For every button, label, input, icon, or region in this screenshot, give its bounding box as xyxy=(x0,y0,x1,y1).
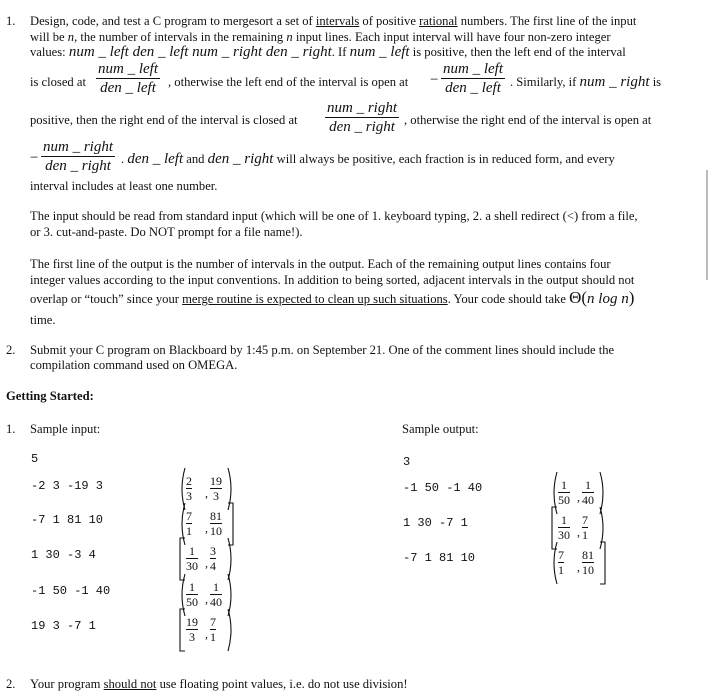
denominator: 3 xyxy=(186,489,192,503)
numerator: 1 xyxy=(558,513,570,528)
denominator: 30 xyxy=(558,528,570,542)
comma: , xyxy=(577,560,580,574)
right-endpoint-fraction xyxy=(210,615,216,644)
fraction-num-right-den-right xyxy=(325,99,399,136)
theta-symbol: Θ( xyxy=(569,288,588,307)
var-n: n xyxy=(67,30,75,44)
var-n: n xyxy=(286,30,293,44)
gs-number-1: 1. xyxy=(6,422,16,436)
input-line: 5 xyxy=(31,452,39,466)
item-number-1: 1. xyxy=(6,14,16,28)
left-endpoint-fraction xyxy=(186,509,192,538)
var-list: num _ left den _ left num _ right den _ right xyxy=(68,44,332,60)
gs-number-2: 2. xyxy=(6,677,16,691)
numerator: 1 xyxy=(186,580,198,595)
interval-output-3 xyxy=(550,540,608,586)
denominator: 30 xyxy=(186,559,198,573)
input-line: -1 50 -1 40 xyxy=(31,584,111,598)
text: . Similarly, if xyxy=(510,75,577,89)
right-endpoint-fraction xyxy=(210,544,216,573)
fraction-num-left-den-left-2 xyxy=(441,60,505,97)
fraction-num-right-den-right-2 xyxy=(41,138,115,175)
right-bracket xyxy=(600,542,605,584)
para3-line3 xyxy=(30,290,634,307)
denominator: 10 xyxy=(210,524,222,538)
comma: , xyxy=(205,627,208,641)
right-endpoint-fraction xyxy=(582,548,594,577)
denominator: 1 xyxy=(558,563,564,577)
text: use floating point values, i.e. do not use division! xyxy=(159,677,408,691)
para2-line2: or 3. cut-and-paste. Do NOT prompt for a file name!). xyxy=(30,225,303,239)
text: will always be positive, each fraction is in reduced form, and every xyxy=(276,152,615,166)
numerator: 2 xyxy=(186,474,192,488)
text: is closed at xyxy=(30,75,86,89)
text: , the number of intervals in the remaining xyxy=(74,30,284,44)
numerator: 7 xyxy=(210,615,216,629)
right-endpoint-fraction xyxy=(582,513,588,542)
input-line: -7 1 81 10 xyxy=(31,513,104,527)
var-den-right: den _ right xyxy=(207,151,274,167)
denominator: 40 xyxy=(582,493,594,507)
para2-line1: The input should be read from standard input (which will be one of 1. keyboard typing, 2. a shell redirect (<) from a file, xyxy=(30,209,638,223)
underlined-merge-routine: merge routine is expected to clean up such situations xyxy=(182,292,448,306)
text: is xyxy=(652,75,662,89)
para1-line7: interval includes at least one number. xyxy=(30,179,218,193)
comma: , xyxy=(577,490,580,504)
left-bracket xyxy=(180,609,185,651)
numerator: 19 xyxy=(210,474,222,488)
var-num-left: num _ left xyxy=(349,44,410,60)
text: is positive, then the left end of the interval xyxy=(412,45,626,59)
output-line: -7 1 81 10 xyxy=(403,551,476,565)
right-bracket xyxy=(228,609,231,651)
para3-line4: time. xyxy=(30,313,56,327)
text: numbers. The first line of the input xyxy=(460,14,637,28)
denominator: den _ right xyxy=(45,158,111,174)
denominator: 10 xyxy=(582,563,594,577)
text: . If xyxy=(331,45,347,59)
var-num-right: num _ right xyxy=(579,74,650,90)
paren-close: ) xyxy=(628,288,635,307)
item2-line2: compilation command used on OMEGA. xyxy=(30,358,238,372)
left-endpoint-fraction xyxy=(558,478,570,507)
underlined-should-not: should not xyxy=(103,677,157,691)
left-endpoint-fraction xyxy=(186,615,198,644)
numerator: 81 xyxy=(582,548,594,562)
denominator: 50 xyxy=(186,595,198,609)
text: and xyxy=(186,152,205,166)
denominator: 1 xyxy=(210,630,216,644)
output-line: 3 xyxy=(403,455,411,469)
fraction-num-left-den-left xyxy=(96,60,160,97)
numerator: num _ right xyxy=(43,139,114,155)
para3-line1: The first line of the output is the number of intervals in the output. Each of the remaining output lines contains four xyxy=(30,257,611,271)
numerator: 81 xyxy=(210,509,222,523)
denominator: 50 xyxy=(558,493,570,507)
denominator: 3 xyxy=(213,489,219,503)
comma: , xyxy=(205,556,208,570)
denominator: 1 xyxy=(186,524,192,538)
text: , otherwise the right end of the interval is open at xyxy=(404,113,652,127)
minus-sign: − xyxy=(430,72,439,88)
item2-line1: Submit your C program on Blackboard by 1:45 p.m. on September 21. One of the comment lines should include the xyxy=(30,343,615,357)
right-endpoint-fraction xyxy=(210,474,222,503)
numerator: 1 xyxy=(186,544,198,559)
underlined-intervals: intervals xyxy=(315,14,360,28)
para1-line2 xyxy=(30,29,611,45)
left-endpoint-fraction xyxy=(558,513,570,542)
numerator: 7 xyxy=(582,513,588,527)
numerator: num _ left xyxy=(98,61,158,77)
left-endpoint-fraction xyxy=(186,544,198,573)
numerator: 1 xyxy=(558,478,570,493)
text: Design, code, and test a C program to mergesort a set of xyxy=(30,14,313,28)
comma: , xyxy=(205,521,208,535)
getting-started-heading: Getting Started: xyxy=(6,389,94,403)
item-number-2: 2. xyxy=(6,343,16,357)
interval-input-5 xyxy=(178,607,236,653)
comma: , xyxy=(205,486,208,500)
numerator: 7 xyxy=(186,509,192,523)
para1-line6 xyxy=(121,151,615,167)
text: . Your code should take xyxy=(447,292,566,306)
text: input lines. Each input interval will have four non-zero integer xyxy=(295,30,611,44)
numerator: num _ right xyxy=(327,100,398,116)
left-bracket xyxy=(554,542,557,584)
text: Your program xyxy=(30,677,101,691)
sample-output-label: Sample output: xyxy=(402,422,479,436)
input-line: 19 3 -7 1 xyxy=(31,619,96,633)
text: values: xyxy=(30,45,66,59)
right-endpoint-fraction xyxy=(210,509,222,538)
output-line: -1 50 -1 40 xyxy=(403,481,483,495)
input-line: 1 30 -3 4 xyxy=(31,548,96,562)
numerator: num _ left xyxy=(443,61,503,77)
left-endpoint-fraction xyxy=(558,548,564,577)
denominator: 1 xyxy=(582,528,588,542)
text: . xyxy=(121,152,125,166)
var-den-left: den _ left xyxy=(127,151,184,167)
text: of positive xyxy=(362,14,416,28)
text: overlap or “touch” since your xyxy=(30,292,179,306)
numerator: 19 xyxy=(186,615,198,629)
para1-line1 xyxy=(30,13,636,29)
numerator: 3 xyxy=(210,544,216,558)
last-line xyxy=(30,676,408,692)
numerator: 7 xyxy=(558,548,564,562)
denominator: 3 xyxy=(189,630,195,644)
output-line: 1 30 -7 1 xyxy=(403,516,468,530)
numerator: 1 xyxy=(210,580,222,595)
denominator: 4 xyxy=(210,559,216,573)
comma: , xyxy=(577,525,580,539)
text: will be xyxy=(30,30,65,44)
denominator: 40 xyxy=(210,595,222,609)
comma: , xyxy=(205,592,208,606)
right-endpoint-fraction xyxy=(210,580,222,609)
minus-sign: − xyxy=(30,150,39,166)
denominator: den _ left xyxy=(445,80,501,96)
input-line: -2 3 -19 3 xyxy=(31,479,104,493)
numerator: 1 xyxy=(582,478,594,493)
left-endpoint-fraction xyxy=(186,580,198,609)
para1-line4-end xyxy=(510,74,661,90)
denominator: den _ right xyxy=(329,119,395,135)
nlogn: n log n xyxy=(587,291,629,307)
text: positive, then the right end of the interval is closed at xyxy=(30,113,298,127)
underlined-rational: rational xyxy=(419,14,458,28)
right-endpoint-fraction xyxy=(582,478,594,507)
denominator: den _ left xyxy=(100,80,156,96)
text: , otherwise the left end of the interval is open at xyxy=(168,75,409,89)
sample-input-label: Sample input: xyxy=(30,422,101,436)
left-endpoint-fraction xyxy=(186,474,192,503)
para1-line3 xyxy=(30,44,626,60)
para3-line2: integer values according to the input conventions. In addition to being sorted, adjacent intervals in the output should not xyxy=(30,273,635,287)
